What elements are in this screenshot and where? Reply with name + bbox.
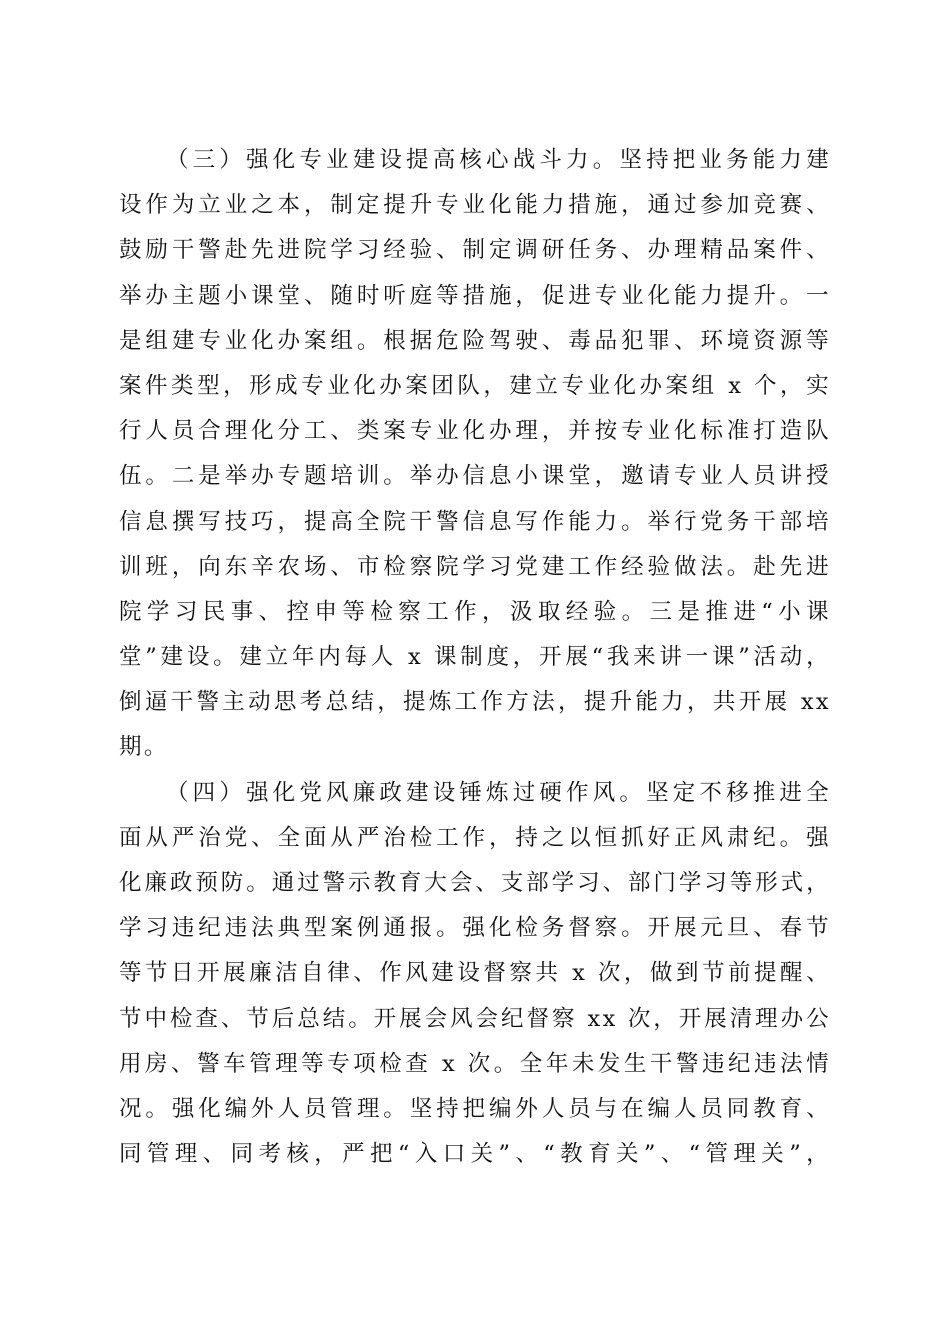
paragraph-section-4 xyxy=(119,771,831,1178)
paragraph-line: 等节日开展廉洁自律、作风建设督察共 x 次，做到节前提醒、 xyxy=(119,960,831,987)
paragraph-line: 节中检查、节后总结。开展会风会纪督察 xx 次，开展清理办公 xyxy=(119,1005,831,1032)
document-body xyxy=(119,138,831,1177)
paragraph-line: 伍。二是举办专题培训。举办信息小课堂，邀请专业人员讲授 xyxy=(119,463,831,490)
paragraph-line: 用房、警车管理等专项检查 x 次。全年未发生干警违纪违法情 xyxy=(119,1050,831,1077)
paragraph-line: 面从严治党、全面从严治检工作，持之以恒抓好正风肃纪。强 xyxy=(119,824,831,851)
paragraph-line: 案件类型，形成专业化办案团队，建立专业化办案组 x 个，实 xyxy=(119,372,831,399)
paragraph-section-3 xyxy=(119,138,831,771)
paragraph-line: 学习违纪违法典型案例通报。强化检务督察。开展元旦、春节 xyxy=(119,915,831,942)
paragraph-line: 是组建专业化办案组。根据危险驾驶、毒品犯罪、环境资源等 xyxy=(119,327,831,354)
paragraph-line: 训班，向东辛农场、市检察院学习党建工作经验做法。赴先进 xyxy=(119,553,831,580)
paragraph-line: （三）强化专业建设提高核心战斗力。坚持把业务能力建 xyxy=(166,147,831,173)
paragraph-line: 倒逼干警主动思考总结，提炼工作方法，提升能力，共开展 xx xyxy=(119,689,831,716)
paragraph-line: 况。强化编外人员管理。坚持把编外人员与在编人员同教育、 xyxy=(119,1095,831,1122)
paragraph-line: 院学习民事、控申等检察工作，汲取经验。三是推进“小课 xyxy=(119,598,831,625)
paragraph-line: 堂”建设。建立年内每人 x 课制度，开展“我来讲一课”活动， xyxy=(119,644,831,671)
paragraph-line: 同管理、同考核，严把“入口关”、“教育关”、“管理关”， xyxy=(119,1141,831,1168)
paragraph-line: 设作为立业之本，制定提升专业化能力措施，通过参加竞赛、 xyxy=(119,192,831,219)
paragraph-line: 鼓励干警赴先进院学习经验、制定调研任务、办理精品案件、 xyxy=(119,237,831,264)
paragraph-line: 信息撰写技巧，提高全院干警信息写作能力。举行党务干部培 xyxy=(119,508,831,535)
paragraph-line: 行人员合理化分工、类案专业化办理，并按专业化标准打造队 xyxy=(119,418,831,445)
paragraph-line: 化廉政预防。通过警示教育大会、支部学习、部门学习等形式， xyxy=(119,870,831,896)
paragraph-line: 举办主题小课堂、随时听庭等措施，促进专业化能力提升。一 xyxy=(119,282,831,309)
paragraph-line: 期。 xyxy=(119,734,169,761)
paragraph-line: （四）强化党风廉政建设锤炼过硬作风。坚定不移推进全 xyxy=(166,779,831,806)
